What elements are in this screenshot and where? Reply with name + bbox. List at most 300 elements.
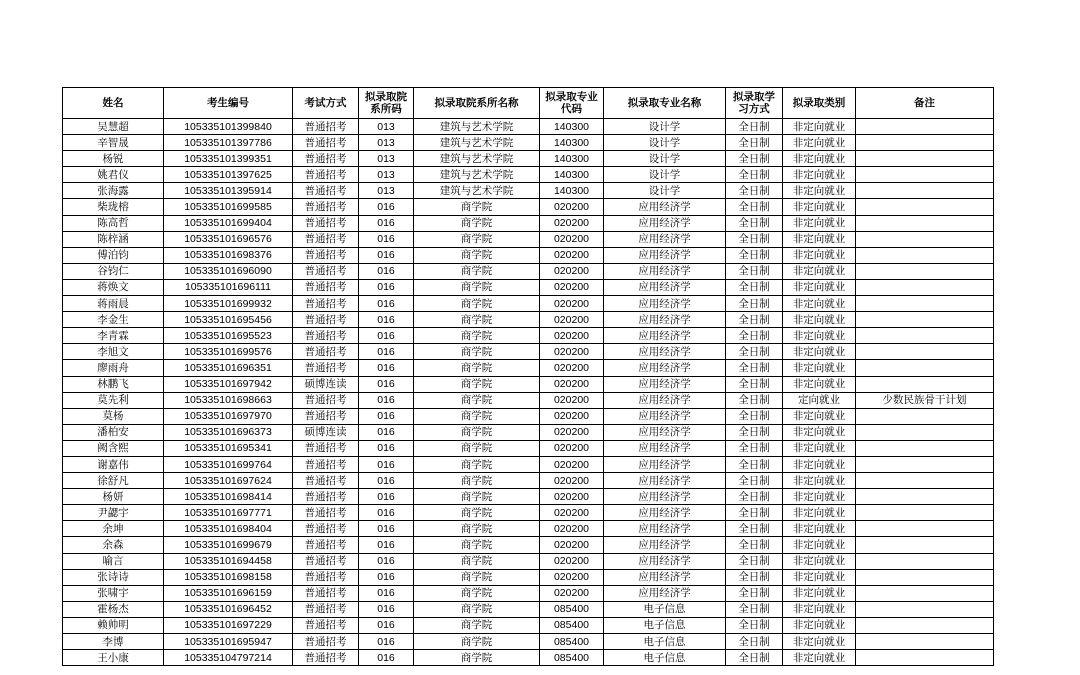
cell-dept-code: 016 — [359, 521, 414, 537]
cell-dept-name: 商学院 — [414, 360, 540, 376]
cell-name: 陈梓涵 — [63, 231, 164, 247]
cell-major-code: 140300 — [540, 119, 604, 135]
cell-category: 非定向就业 — [783, 440, 856, 456]
cell-study-mode: 全日制 — [726, 376, 783, 392]
cell-major-code: 020200 — [540, 279, 604, 295]
cell-exam-type: 普通招考 — [293, 151, 359, 167]
cell-major-name: 应用经济学 — [604, 296, 726, 312]
cell-dept-code: 016 — [359, 473, 414, 489]
cell-major-code: 020200 — [540, 489, 604, 505]
cell-remarks — [856, 569, 994, 585]
cell-major-name: 应用经济学 — [604, 553, 726, 569]
cell-candidate-id: 105335101696452 — [164, 601, 293, 617]
cell-category: 非定向就业 — [783, 312, 856, 328]
table-row — [63, 456, 994, 472]
cell-remarks — [856, 521, 994, 537]
table-row — [63, 183, 994, 199]
cell-exam-type: 普通招考 — [293, 440, 359, 456]
header-remarks: 备注 — [856, 88, 994, 119]
cell-dept-name: 建筑与艺术学院 — [414, 151, 540, 167]
cell-major-code: 085400 — [540, 617, 604, 633]
cell-candidate-id: 105335101697229 — [164, 617, 293, 633]
cell-name: 杨锐 — [63, 151, 164, 167]
cell-major-name: 设计学 — [604, 135, 726, 151]
cell-dept-name: 商学院 — [414, 505, 540, 521]
cell-study-mode: 全日制 — [726, 408, 783, 424]
table-row — [63, 553, 994, 569]
cell-name: 张啸宇 — [63, 585, 164, 601]
cell-name: 傅泊钧 — [63, 247, 164, 263]
cell-name: 林鹏飞 — [63, 376, 164, 392]
table-row — [63, 521, 994, 537]
cell-exam-type: 普通招考 — [293, 505, 359, 521]
cell-exam-type: 普通招考 — [293, 634, 359, 650]
cell-dept-code: 016 — [359, 634, 414, 650]
cell-exam-type: 普通招考 — [293, 199, 359, 215]
cell-name: 杨妍 — [63, 489, 164, 505]
cell-study-mode: 全日制 — [726, 650, 783, 666]
cell-dept-name: 商学院 — [414, 456, 540, 472]
table-row — [63, 215, 994, 231]
cell-dept-name: 商学院 — [414, 521, 540, 537]
cell-dept-name: 商学院 — [414, 650, 540, 666]
cell-category: 非定向就业 — [783, 585, 856, 601]
cell-remarks — [856, 279, 994, 295]
cell-dept-name: 商学院 — [414, 601, 540, 617]
cell-candidate-id: 105335101699585 — [164, 199, 293, 215]
cell-remarks — [856, 473, 994, 489]
cell-major-code: 020200 — [540, 473, 604, 489]
cell-dept-name: 商学院 — [414, 263, 540, 279]
header-exam-type: 考试方式 — [293, 88, 359, 119]
table-row — [63, 634, 994, 650]
cell-category: 非定向就业 — [783, 199, 856, 215]
admission-roster-table — [62, 87, 994, 666]
table-row — [63, 569, 994, 585]
cell-dept-name: 建筑与艺术学院 — [414, 183, 540, 199]
cell-exam-type: 硕博连读 — [293, 424, 359, 440]
cell-major-name: 应用经济学 — [604, 279, 726, 295]
cell-name: 莫杨 — [63, 408, 164, 424]
cell-remarks — [856, 617, 994, 633]
cell-major-code: 020200 — [540, 505, 604, 521]
cell-category: 非定向就业 — [783, 521, 856, 537]
cell-remarks — [856, 601, 994, 617]
cell-dept-name: 建筑与艺术学院 — [414, 135, 540, 151]
cell-dept-name: 商学院 — [414, 569, 540, 585]
header-study-mode: 拟录取学 习方式 — [726, 88, 783, 119]
cell-dept-name: 商学院 — [414, 553, 540, 569]
cell-name: 李金生 — [63, 312, 164, 328]
cell-exam-type: 普通招考 — [293, 473, 359, 489]
cell-study-mode: 全日制 — [726, 263, 783, 279]
cell-name: 吴慧超 — [63, 119, 164, 135]
cell-remarks — [856, 344, 994, 360]
cell-major-name: 应用经济学 — [604, 440, 726, 456]
cell-category: 非定向就业 — [783, 424, 856, 440]
cell-name: 余森 — [63, 537, 164, 553]
cell-major-name: 应用经济学 — [604, 424, 726, 440]
cell-major-code: 020200 — [540, 408, 604, 424]
cell-major-name: 应用经济学 — [604, 456, 726, 472]
cell-dept-name: 商学院 — [414, 247, 540, 263]
cell-major-name: 应用经济学 — [604, 376, 726, 392]
cell-candidate-id: 105335101699576 — [164, 344, 293, 360]
cell-name: 张诗诗 — [63, 569, 164, 585]
cell-candidate-id: 105335101698158 — [164, 569, 293, 585]
cell-exam-type: 普通招考 — [293, 601, 359, 617]
cell-name: 喻言 — [63, 553, 164, 569]
cell-name: 陈高哲 — [63, 215, 164, 231]
cell-exam-type: 普通招考 — [293, 537, 359, 553]
cell-exam-type: 普通招考 — [293, 408, 359, 424]
cell-major-name: 设计学 — [604, 183, 726, 199]
cell-major-name: 应用经济学 — [604, 473, 726, 489]
cell-major-name: 设计学 — [604, 119, 726, 135]
table-row — [63, 424, 994, 440]
cell-name: 谷钧仁 — [63, 263, 164, 279]
cell-dept-name: 商学院 — [414, 199, 540, 215]
table-row — [63, 601, 994, 617]
cell-dept-code: 016 — [359, 617, 414, 633]
cell-study-mode: 全日制 — [726, 247, 783, 263]
cell-name: 阙含熙 — [63, 440, 164, 456]
cell-dept-name: 商学院 — [414, 408, 540, 424]
table-row — [63, 312, 994, 328]
cell-name: 徐舒凡 — [63, 473, 164, 489]
cell-dept-code: 016 — [359, 650, 414, 666]
cell-study-mode: 全日制 — [726, 617, 783, 633]
cell-candidate-id: 105335101695341 — [164, 440, 293, 456]
table-row — [63, 392, 994, 408]
cell-exam-type: 普通招考 — [293, 456, 359, 472]
table-header-row — [63, 88, 994, 119]
cell-candidate-id: 105335101697942 — [164, 376, 293, 392]
cell-exam-type: 普通招考 — [293, 521, 359, 537]
cell-dept-code: 016 — [359, 344, 414, 360]
cell-remarks — [856, 456, 994, 472]
cell-category: 非定向就业 — [783, 634, 856, 650]
cell-category: 非定向就业 — [783, 617, 856, 633]
cell-name: 潘柏安 — [63, 424, 164, 440]
cell-major-code: 020200 — [540, 456, 604, 472]
cell-dept-code: 016 — [359, 215, 414, 231]
cell-remarks — [856, 424, 994, 440]
cell-exam-type: 普通招考 — [293, 247, 359, 263]
cell-remarks — [856, 634, 994, 650]
cell-major-code: 085400 — [540, 601, 604, 617]
cell-candidate-id: 105335101696090 — [164, 263, 293, 279]
table-row — [63, 473, 994, 489]
cell-remarks — [856, 215, 994, 231]
cell-category: 非定向就业 — [783, 296, 856, 312]
cell-study-mode: 全日制 — [726, 167, 783, 183]
cell-major-code: 020200 — [540, 247, 604, 263]
table-row — [63, 296, 994, 312]
cell-dept-name: 建筑与艺术学院 — [414, 167, 540, 183]
cell-major-code: 020200 — [540, 569, 604, 585]
cell-dept-code: 016 — [359, 569, 414, 585]
cell-remarks — [856, 650, 994, 666]
cell-dept-name: 商学院 — [414, 328, 540, 344]
table-row — [63, 151, 994, 167]
cell-study-mode: 全日制 — [726, 135, 783, 151]
cell-remarks — [856, 231, 994, 247]
header-dept-name: 拟录取院系所名称 — [414, 88, 540, 119]
cell-major-name: 应用经济学 — [604, 215, 726, 231]
table-row — [63, 135, 994, 151]
cell-name: 姚君仪 — [63, 167, 164, 183]
table-row — [63, 408, 994, 424]
cell-study-mode: 全日制 — [726, 424, 783, 440]
cell-study-mode: 全日制 — [726, 440, 783, 456]
cell-exam-type: 普通招考 — [293, 344, 359, 360]
cell-candidate-id: 105335101397786 — [164, 135, 293, 151]
cell-study-mode: 全日制 — [726, 183, 783, 199]
cell-dept-name: 商学院 — [414, 537, 540, 553]
cell-major-name: 应用经济学 — [604, 505, 726, 521]
cell-major-name: 设计学 — [604, 151, 726, 167]
cell-dept-code: 013 — [359, 167, 414, 183]
cell-remarks — [856, 537, 994, 553]
cell-dept-code: 016 — [359, 199, 414, 215]
cell-dept-code: 016 — [359, 231, 414, 247]
cell-dept-code: 013 — [359, 119, 414, 135]
table-row — [63, 119, 994, 135]
cell-major-code: 085400 — [540, 650, 604, 666]
cell-exam-type: 普通招考 — [293, 569, 359, 585]
table-row — [63, 247, 994, 263]
cell-category: 非定向就业 — [783, 553, 856, 569]
cell-candidate-id: 105335101395914 — [164, 183, 293, 199]
table-row — [63, 344, 994, 360]
cell-remarks — [856, 585, 994, 601]
cell-remarks — [856, 505, 994, 521]
cell-candidate-id: 105335101699404 — [164, 215, 293, 231]
cell-dept-name: 商学院 — [414, 489, 540, 505]
cell-remarks — [856, 199, 994, 215]
table-row — [63, 440, 994, 456]
table-row — [63, 279, 994, 295]
cell-category: 非定向就业 — [783, 215, 856, 231]
cell-candidate-id: 105335101699932 — [164, 296, 293, 312]
cell-remarks — [856, 328, 994, 344]
cell-major-name: 应用经济学 — [604, 199, 726, 215]
cell-study-mode: 全日制 — [726, 456, 783, 472]
cell-dept-code: 016 — [359, 585, 414, 601]
cell-candidate-id: 105335101697771 — [164, 505, 293, 521]
cell-dept-code: 016 — [359, 424, 414, 440]
cell-dept-code: 016 — [359, 296, 414, 312]
cell-study-mode: 全日制 — [726, 521, 783, 537]
cell-dept-name: 商学院 — [414, 634, 540, 650]
cell-dept-code: 016 — [359, 312, 414, 328]
cell-remarks — [856, 263, 994, 279]
cell-name: 李青霖 — [63, 328, 164, 344]
cell-dept-code: 016 — [359, 601, 414, 617]
table-row — [63, 537, 994, 553]
cell-name: 霍杨杰 — [63, 601, 164, 617]
cell-major-code: 020200 — [540, 440, 604, 456]
cell-major-code: 085400 — [540, 634, 604, 650]
cell-category: 非定向就业 — [783, 537, 856, 553]
cell-category: 非定向就业 — [783, 489, 856, 505]
cell-dept-code: 016 — [359, 456, 414, 472]
cell-major-code: 020200 — [540, 424, 604, 440]
cell-category: 非定向就业 — [783, 601, 856, 617]
cell-study-mode: 全日制 — [726, 231, 783, 247]
cell-major-name: 应用经济学 — [604, 344, 726, 360]
cell-dept-name: 商学院 — [414, 473, 540, 489]
cell-candidate-id: 105335101696576 — [164, 231, 293, 247]
cell-dept-code: 016 — [359, 392, 414, 408]
cell-dept-code: 016 — [359, 360, 414, 376]
cell-dept-code: 016 — [359, 328, 414, 344]
cell-category: 非定向就业 — [783, 119, 856, 135]
cell-study-mode: 全日制 — [726, 119, 783, 135]
header-category: 拟录取类别 — [783, 88, 856, 119]
cell-major-code: 020200 — [540, 392, 604, 408]
table-body — [63, 119, 994, 666]
table-row — [63, 360, 994, 376]
table-row — [63, 585, 994, 601]
cell-study-mode: 全日制 — [726, 505, 783, 521]
cell-exam-type: 普通招考 — [293, 328, 359, 344]
cell-major-name: 应用经济学 — [604, 569, 726, 585]
cell-exam-type: 普通招考 — [293, 489, 359, 505]
cell-candidate-id: 105335101696373 — [164, 424, 293, 440]
header-candidate-id: 考生编号 — [164, 88, 293, 119]
cell-candidate-id: 105335101698376 — [164, 247, 293, 263]
cell-category: 非定向就业 — [783, 360, 856, 376]
cell-dept-code: 016 — [359, 440, 414, 456]
cell-candidate-id: 105335101399840 — [164, 119, 293, 135]
header-name: 姓名 — [63, 88, 164, 119]
cell-major-name: 应用经济学 — [604, 392, 726, 408]
cell-remarks — [856, 135, 994, 151]
header-dept-code: 拟录取院 系所码 — [359, 88, 414, 119]
cell-candidate-id: 105335104797214 — [164, 650, 293, 666]
cell-category: 非定向就业 — [783, 135, 856, 151]
cell-study-mode: 全日制 — [726, 312, 783, 328]
cell-major-code: 140300 — [540, 135, 604, 151]
cell-dept-name: 商学院 — [414, 296, 540, 312]
cell-remarks — [856, 440, 994, 456]
cell-major-code: 020200 — [540, 312, 604, 328]
cell-exam-type: 普通招考 — [293, 119, 359, 135]
cell-major-code: 140300 — [540, 167, 604, 183]
cell-remarks — [856, 183, 994, 199]
cell-major-code: 020200 — [540, 296, 604, 312]
cell-dept-name: 商学院 — [414, 215, 540, 231]
header-major-code: 拟录取专业 代码 — [540, 88, 604, 119]
cell-exam-type: 普通招考 — [293, 231, 359, 247]
cell-major-code: 020200 — [540, 199, 604, 215]
cell-category: 非定向就业 — [783, 376, 856, 392]
cell-category: 非定向就业 — [783, 569, 856, 585]
cell-dept-name: 商学院 — [414, 279, 540, 295]
cell-dept-code: 016 — [359, 263, 414, 279]
cell-major-code: 020200 — [540, 553, 604, 569]
cell-candidate-id: 105335101698414 — [164, 489, 293, 505]
cell-candidate-id: 105335101397625 — [164, 167, 293, 183]
cell-name: 尹勰宇 — [63, 505, 164, 521]
cell-dept-code: 016 — [359, 489, 414, 505]
cell-exam-type: 普通招考 — [293, 279, 359, 295]
cell-exam-type: 硕博连读 — [293, 376, 359, 392]
cell-dept-name: 商学院 — [414, 392, 540, 408]
cell-candidate-id: 105335101696351 — [164, 360, 293, 376]
cell-major-name: 应用经济学 — [604, 360, 726, 376]
cell-dept-code: 016 — [359, 279, 414, 295]
cell-category: 非定向就业 — [783, 167, 856, 183]
cell-major-code: 140300 — [540, 183, 604, 199]
cell-major-code: 020200 — [540, 215, 604, 231]
cell-dept-code: 016 — [359, 553, 414, 569]
cell-candidate-id: 105335101697970 — [164, 408, 293, 424]
cell-category: 非定向就业 — [783, 231, 856, 247]
cell-study-mode: 全日制 — [726, 634, 783, 650]
table-row — [63, 650, 994, 666]
cell-exam-type: 普通招考 — [293, 183, 359, 199]
cell-exam-type: 普通招考 — [293, 360, 359, 376]
cell-dept-name: 商学院 — [414, 312, 540, 328]
cell-remarks — [856, 376, 994, 392]
cell-major-code: 020200 — [540, 376, 604, 392]
cell-major-code: 020200 — [540, 585, 604, 601]
cell-name: 蒋雨晨 — [63, 296, 164, 312]
table-row — [63, 489, 994, 505]
cell-category: 非定向就业 — [783, 279, 856, 295]
cell-remarks — [856, 247, 994, 263]
cell-dept-name: 商学院 — [414, 585, 540, 601]
cell-name: 廖雨舟 — [63, 360, 164, 376]
cell-remarks — [856, 489, 994, 505]
cell-category: 非定向就业 — [783, 344, 856, 360]
cell-major-name: 应用经济学 — [604, 231, 726, 247]
cell-exam-type: 普通招考 — [293, 392, 359, 408]
cell-candidate-id: 105335101699764 — [164, 456, 293, 472]
cell-name: 张海露 — [63, 183, 164, 199]
cell-candidate-id: 105335101699679 — [164, 537, 293, 553]
cell-name: 谢嘉伟 — [63, 456, 164, 472]
cell-remarks — [856, 151, 994, 167]
cell-exam-type: 普通招考 — [293, 617, 359, 633]
cell-dept-code: 013 — [359, 135, 414, 151]
cell-study-mode: 全日制 — [726, 279, 783, 295]
table-row — [63, 617, 994, 633]
cell-major-name: 应用经济学 — [604, 328, 726, 344]
cell-category: 非定向就业 — [783, 650, 856, 666]
cell-candidate-id: 105335101698663 — [164, 392, 293, 408]
cell-major-name: 电子信息 — [604, 601, 726, 617]
cell-major-name: 应用经济学 — [604, 585, 726, 601]
cell-dept-code: 013 — [359, 183, 414, 199]
cell-major-code: 020200 — [540, 521, 604, 537]
cell-exam-type: 普通招考 — [293, 312, 359, 328]
cell-name: 辛智晟 — [63, 135, 164, 151]
cell-category: 非定向就业 — [783, 505, 856, 521]
cell-study-mode: 全日制 — [726, 569, 783, 585]
cell-candidate-id: 105335101698404 — [164, 521, 293, 537]
cell-study-mode: 全日制 — [726, 328, 783, 344]
cell-exam-type: 普通招考 — [293, 553, 359, 569]
cell-remarks — [856, 119, 994, 135]
cell-major-name: 应用经济学 — [604, 537, 726, 553]
cell-study-mode: 全日制 — [726, 296, 783, 312]
cell-candidate-id: 105335101694458 — [164, 553, 293, 569]
cell-study-mode: 全日制 — [726, 585, 783, 601]
